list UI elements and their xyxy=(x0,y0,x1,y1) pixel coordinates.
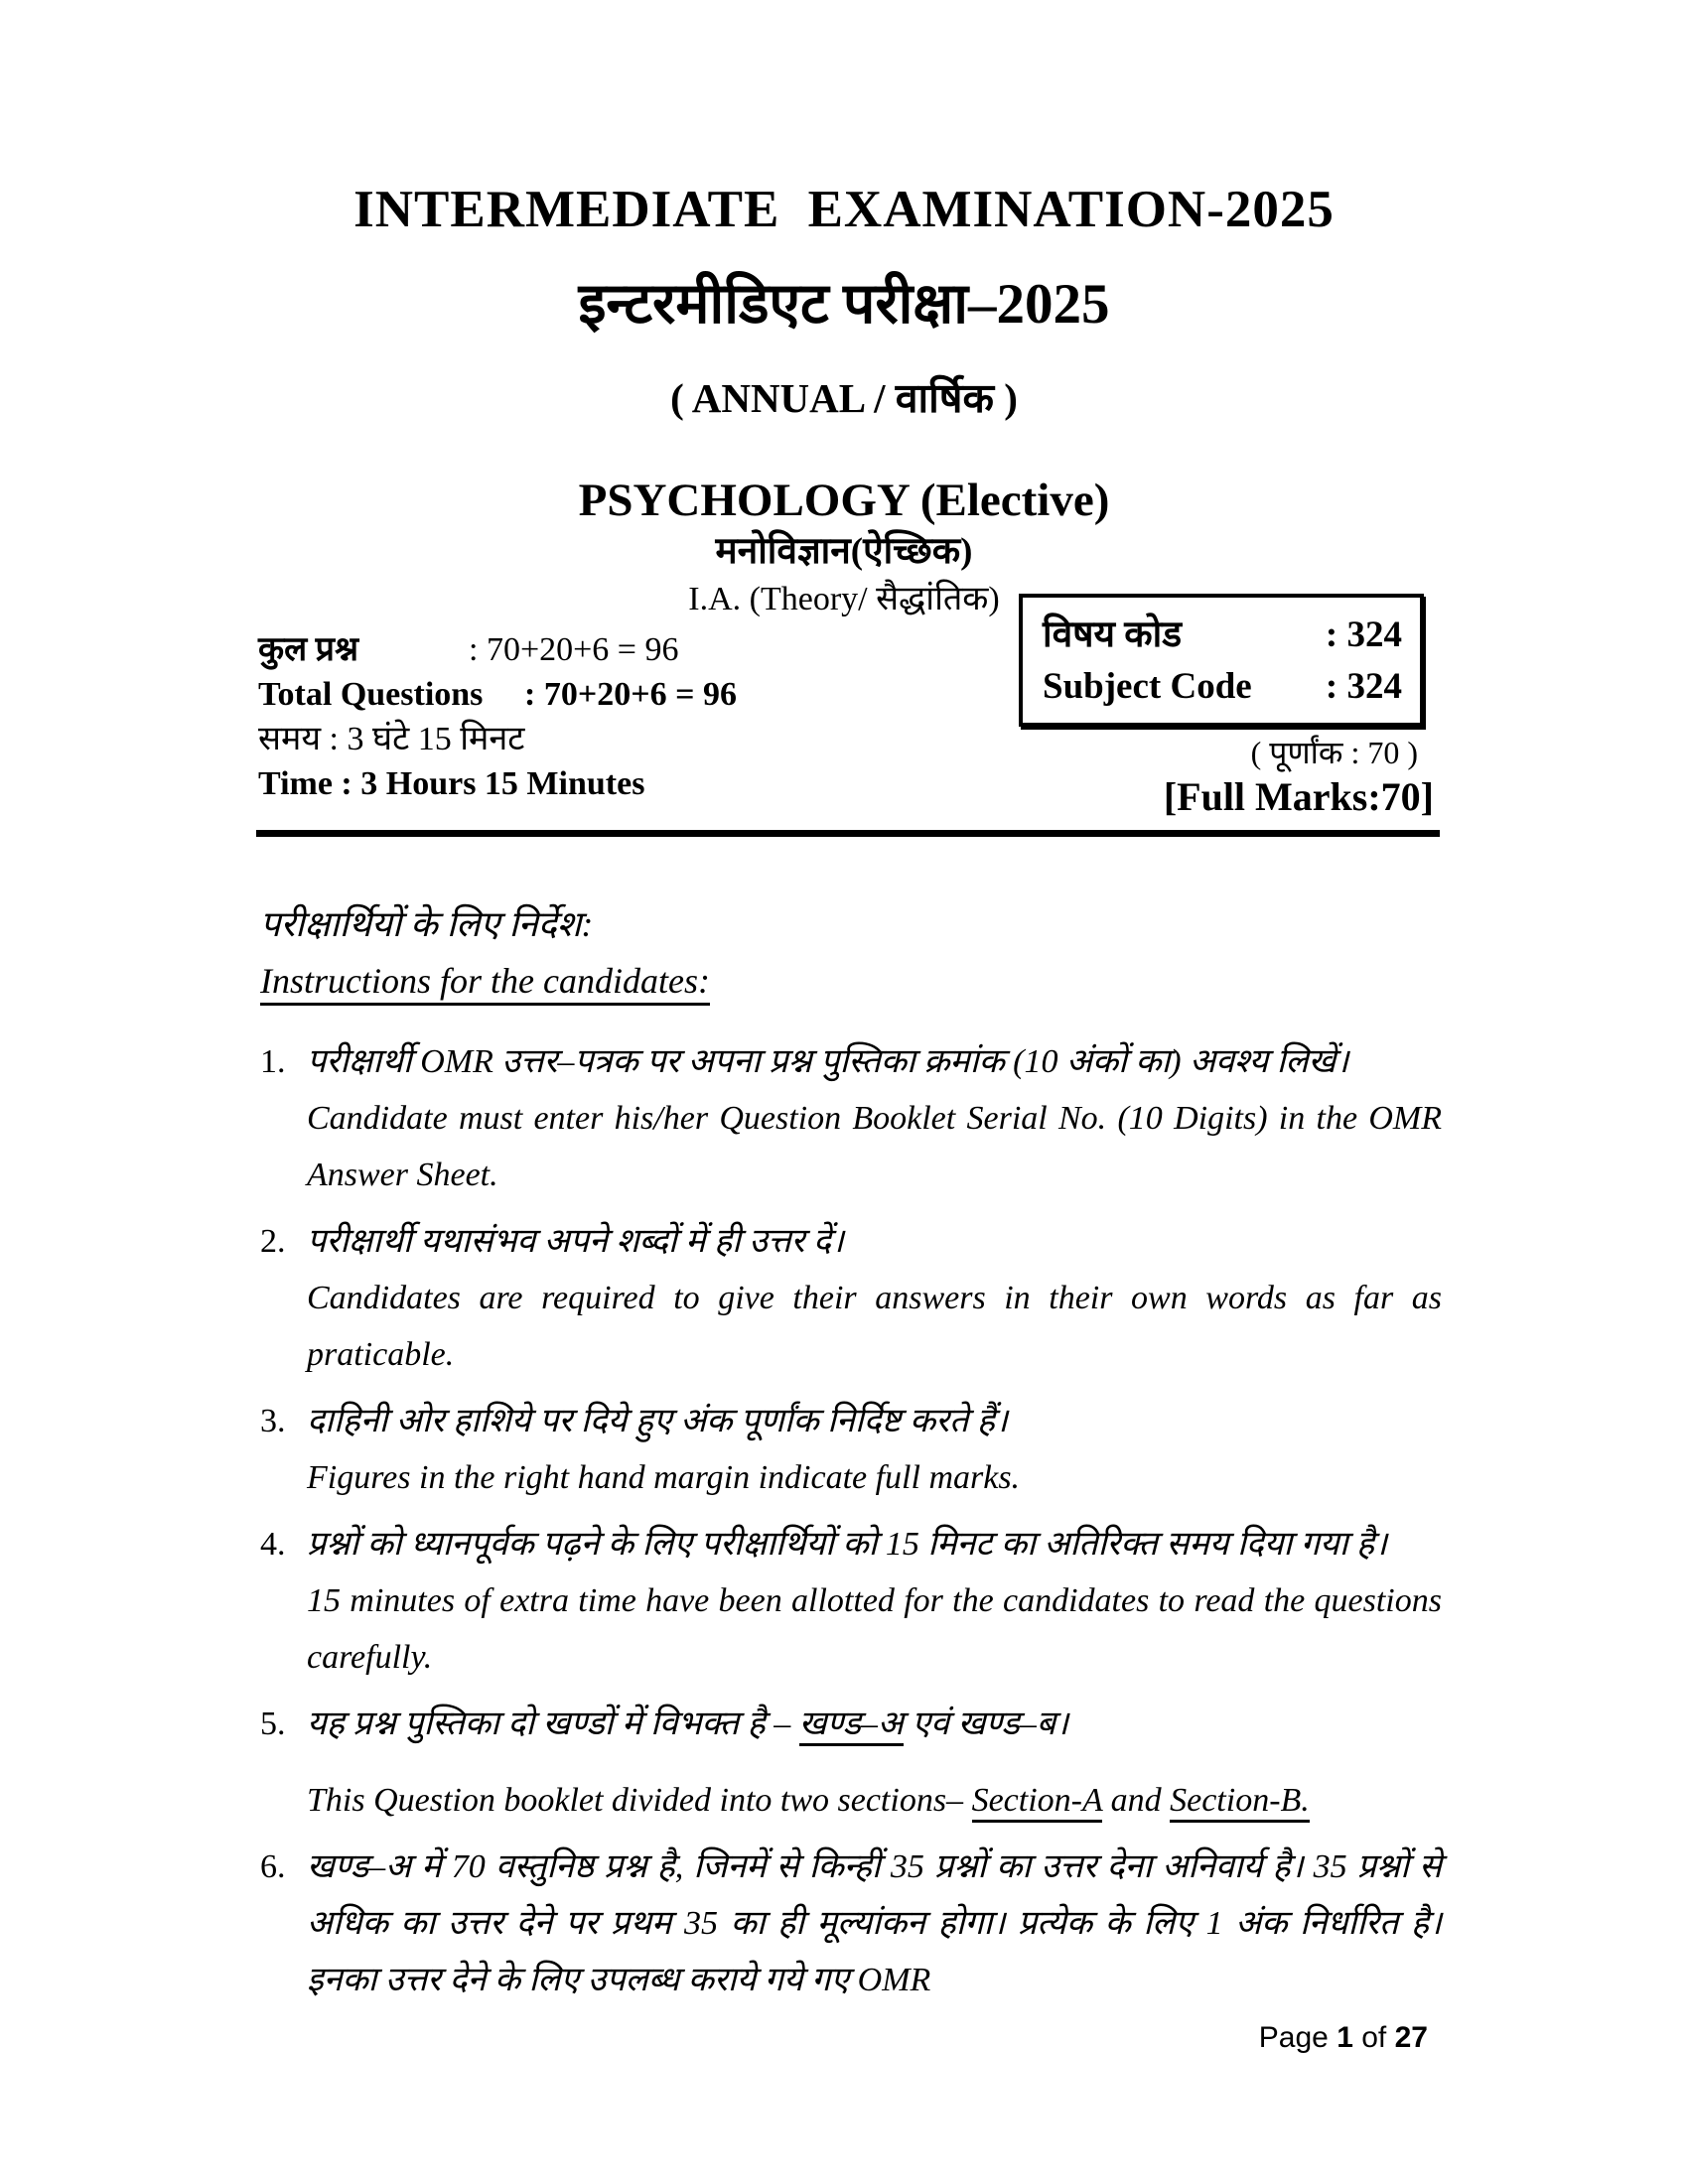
total-questions-label-english: Total Questions xyxy=(258,675,484,713)
instruction-text-hindi: प्रश्नों को ध्यानपूर्वक पढ़ने के लिए परीक्षार्थियों को 15 मिनट का अतिरिक्त समय दिया गया है। xyxy=(307,1525,1387,1563)
full-marks-hindi: ( पूर्णांक : 70 ) xyxy=(1250,734,1418,770)
text-segment: and xyxy=(1102,1781,1171,1819)
page-of: of xyxy=(1361,2021,1387,2054)
subject-name-english: PSYCHOLOGY (Elective) xyxy=(578,475,1110,527)
item-body xyxy=(307,1213,1442,1383)
text-segment: एवं खण्ड–ब। xyxy=(903,1705,1069,1742)
instruction-item-1 xyxy=(260,1033,1442,1203)
instructions-heading-english xyxy=(260,953,1442,1010)
instructions-section xyxy=(260,896,1442,2008)
full-marks-english: [Full Marks:70] xyxy=(1163,773,1434,819)
page-number xyxy=(1259,2021,1428,2055)
instruction-text-english: Candidate must enter his/her Question Booklet Serial No. (10 Digits) in the OMR Answer Sheet. xyxy=(307,1099,1442,1193)
instruction-text-english: Candidates are required to give their answers in their own words as far as praticable. xyxy=(307,1279,1442,1373)
text-segment: This Question booklet divided into two sections– xyxy=(307,1781,972,1819)
theory-label: I.A. (Theory/ सैद्धांतिक) xyxy=(688,581,1000,618)
item-body xyxy=(307,1033,1442,1203)
subject-code-label-english: Subject Code xyxy=(1043,665,1252,707)
subject-code-row-english xyxy=(1043,661,1402,713)
header xyxy=(0,0,1688,617)
instruction-item-3 xyxy=(260,1393,1442,1506)
item-number: 2. xyxy=(260,1222,286,1260)
underlined-text-segment: खण्ड–अ xyxy=(799,1706,904,1746)
subject-code-value-english: : 324 xyxy=(1325,665,1402,707)
subject-code-label-hindi: विषय कोड xyxy=(1043,614,1183,655)
instruction-item-5 xyxy=(260,1696,1442,1829)
instruction-text-hindi: परीक्षार्थी यथासंभव अपने शब्दों में ही उत्तर दें। xyxy=(307,1222,844,1260)
subject-code-row-hindi xyxy=(1043,610,1402,661)
total-questions-value-english: : 70+20+6 = 96 xyxy=(524,675,737,713)
subject-code-box xyxy=(1019,594,1424,727)
horizontal-divider xyxy=(256,830,1440,837)
instruction-text-english: Figures in the right hand margin indicate full marks. xyxy=(307,1458,1021,1496)
item-body xyxy=(307,1393,1442,1506)
item-number: 1. xyxy=(260,1042,286,1080)
instruction-item-2 xyxy=(260,1213,1442,1383)
instruction-text-hindi xyxy=(307,1696,1442,1752)
item-number: 4. xyxy=(260,1525,286,1563)
page-total: 27 xyxy=(1394,2021,1428,2054)
total-questions-value-hindi: : 70+20+6 = 96 xyxy=(469,630,679,668)
item-body xyxy=(307,1839,1442,2008)
exam-title-english: INTERMEDIATE EXAMINATION-2025 xyxy=(353,181,1335,238)
instructions-heading-hindi: परीक्षार्थियों के लिए निर्देश: xyxy=(260,903,594,944)
exam-info-block xyxy=(258,614,1440,819)
time-english: Time : 3 Hours 15 Minutes xyxy=(258,764,645,802)
time-hindi: समय : 3 घंटे 15 मिनट xyxy=(258,720,525,757)
item-body xyxy=(307,1516,1442,1686)
instruction-item-6 xyxy=(260,1839,1442,2008)
page-label: Page xyxy=(1258,2021,1329,2054)
instruction-text-hindi: परीक्षार्थी OMR उत्तर–पत्रक पर अपना प्रश्न पुस्तिका क्रमांक (10 अंकों का) अवश्य लिखें। xyxy=(307,1042,1349,1080)
subject-name-hindi: मनोविज्ञान(ऐच्छिक) xyxy=(715,531,973,573)
item-number: 6. xyxy=(260,1847,286,1885)
text-segment: यह प्रश्न पुस्तिका दो खण्डों में विभक्त है – xyxy=(307,1705,799,1742)
item-number: 5. xyxy=(260,1705,286,1742)
annual-label: ( ANNUAL / वार्षिक ) xyxy=(670,374,1018,421)
underlined-text-segment: Section-B. xyxy=(1170,1782,1310,1823)
instruction-text-hindi: खण्ड–अ में 70 वस्तुनिष्ठ प्रश्न है, जिनमें से किन्हीं 35 प्रश्नों का उत्तर देना अनिवार्य है। 35 प्रश्नों से अधिक का उत्तर देने पर प्रथम 35 का ही मूल्यांकन होगा। प्रत्येक के लिए 1 अंक निर्धारित है। इनका उत्तर देने के लिए उपलब्ध कराये गये गए OMR xyxy=(307,1847,1442,1998)
underlined-text-segment: Section-A xyxy=(972,1782,1103,1823)
exam-title-hindi: इन्टरमीडिएट परीक्षा–2025 xyxy=(578,273,1110,337)
subject-code-value-hindi: : 324 xyxy=(1325,614,1402,655)
instruction-text-english: 15 minutes of extra time have been allotted for the candidates to read the questions carefully. xyxy=(307,1581,1442,1676)
instruction-item-4 xyxy=(260,1516,1442,1686)
item-number: 3. xyxy=(260,1402,286,1439)
instruction-text-hindi: दाहिनी ओर हाशिये पर दिये हुए अंक पूर्णांक निर्दिष्ट करते हैं। xyxy=(307,1402,1008,1439)
page-current: 1 xyxy=(1336,2021,1353,2054)
instruction-text-english xyxy=(307,1772,1442,1829)
total-questions-label-hindi: कुल प्रश्न xyxy=(258,630,359,668)
item-body xyxy=(307,1696,1442,1829)
instructions-heading-english-text: Instructions for the candidates: xyxy=(260,961,710,1006)
